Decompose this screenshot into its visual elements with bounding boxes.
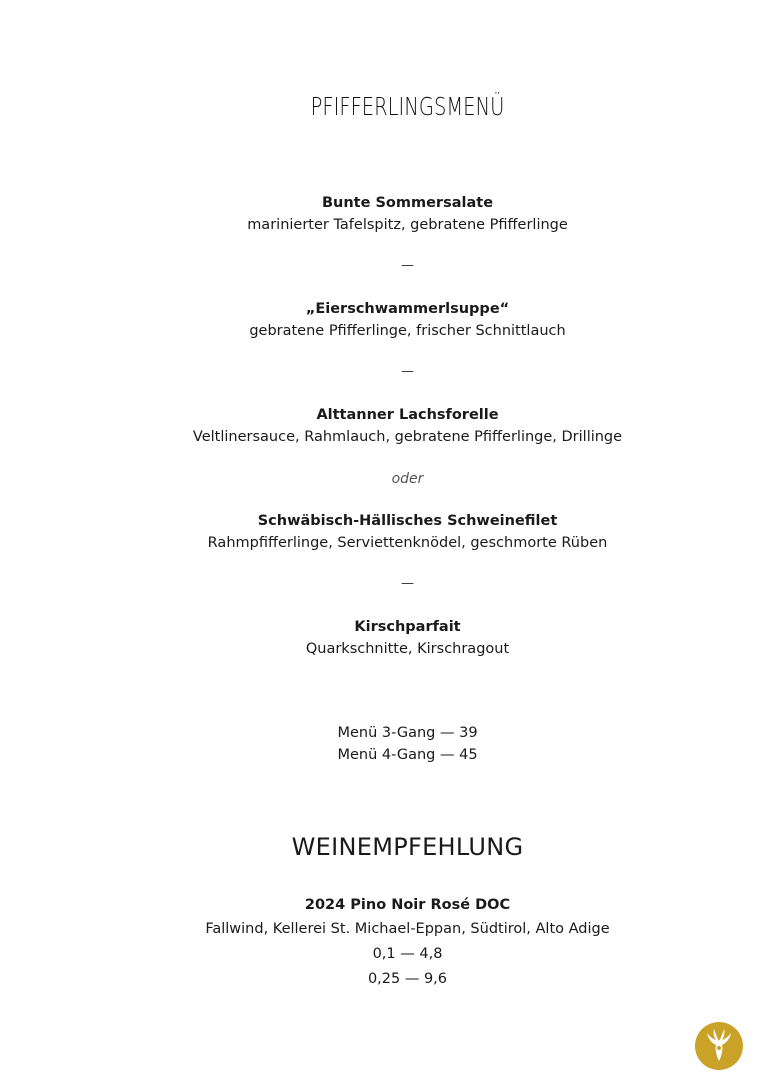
- or-label: oder: [391, 471, 424, 487]
- menu-title: PFIFFERLINGSMENÜ: [310, 92, 505, 121]
- course-1-name: Bunte Sommersalate: [321, 195, 494, 211]
- wine-size-large: 0,25 — 9,6: [367, 971, 448, 987]
- course-2-description: gebratene Pfifferlinge, frischer Schnittlauch: [249, 323, 566, 339]
- course-1-description: marinierter Tafelspitz, gebratene Pfifferlinge: [247, 217, 568, 233]
- wine-origin: Fallwind, Kellerei St. Michael-Eppan, Südtirol, Alto Adige: [205, 921, 610, 937]
- course-3-name: Alttanner Lachsforelle: [316, 407, 499, 423]
- course-3-alt-name: Schwäbisch-Hällisches Schweinefilet: [257, 513, 558, 529]
- course-4-description: Quarkschnitte, Kirschragout: [305, 641, 510, 657]
- course-separator: —: [401, 364, 414, 379]
- wine-name: 2024 Pino Noir Rosé DOC: [304, 897, 511, 913]
- wine-size-small: 0,1 — 4,8: [372, 946, 443, 962]
- wine-title: WEINEMPFEHLUNG: [291, 833, 524, 861]
- course-3-alt-description: Rahmpfifferlinge, Serviettenknödel, geschmorte Rüben: [207, 535, 608, 551]
- price-4-course: Menü 4-Gang — 45: [337, 747, 478, 763]
- price-3-course: Menü 3-Gang — 39: [337, 725, 478, 741]
- course-4-name: Kirschparfait: [354, 619, 461, 635]
- deer-logo-icon: [694, 1021, 744, 1071]
- course-3-description: Veltlinersauce, Rahmlauch, gebratene Pfifferlinge, Drillinge: [192, 429, 623, 445]
- course-separator: —: [401, 576, 414, 591]
- course-separator: —: [401, 258, 414, 273]
- course-2-name: „Eierschwammerlsuppe“: [305, 301, 510, 317]
